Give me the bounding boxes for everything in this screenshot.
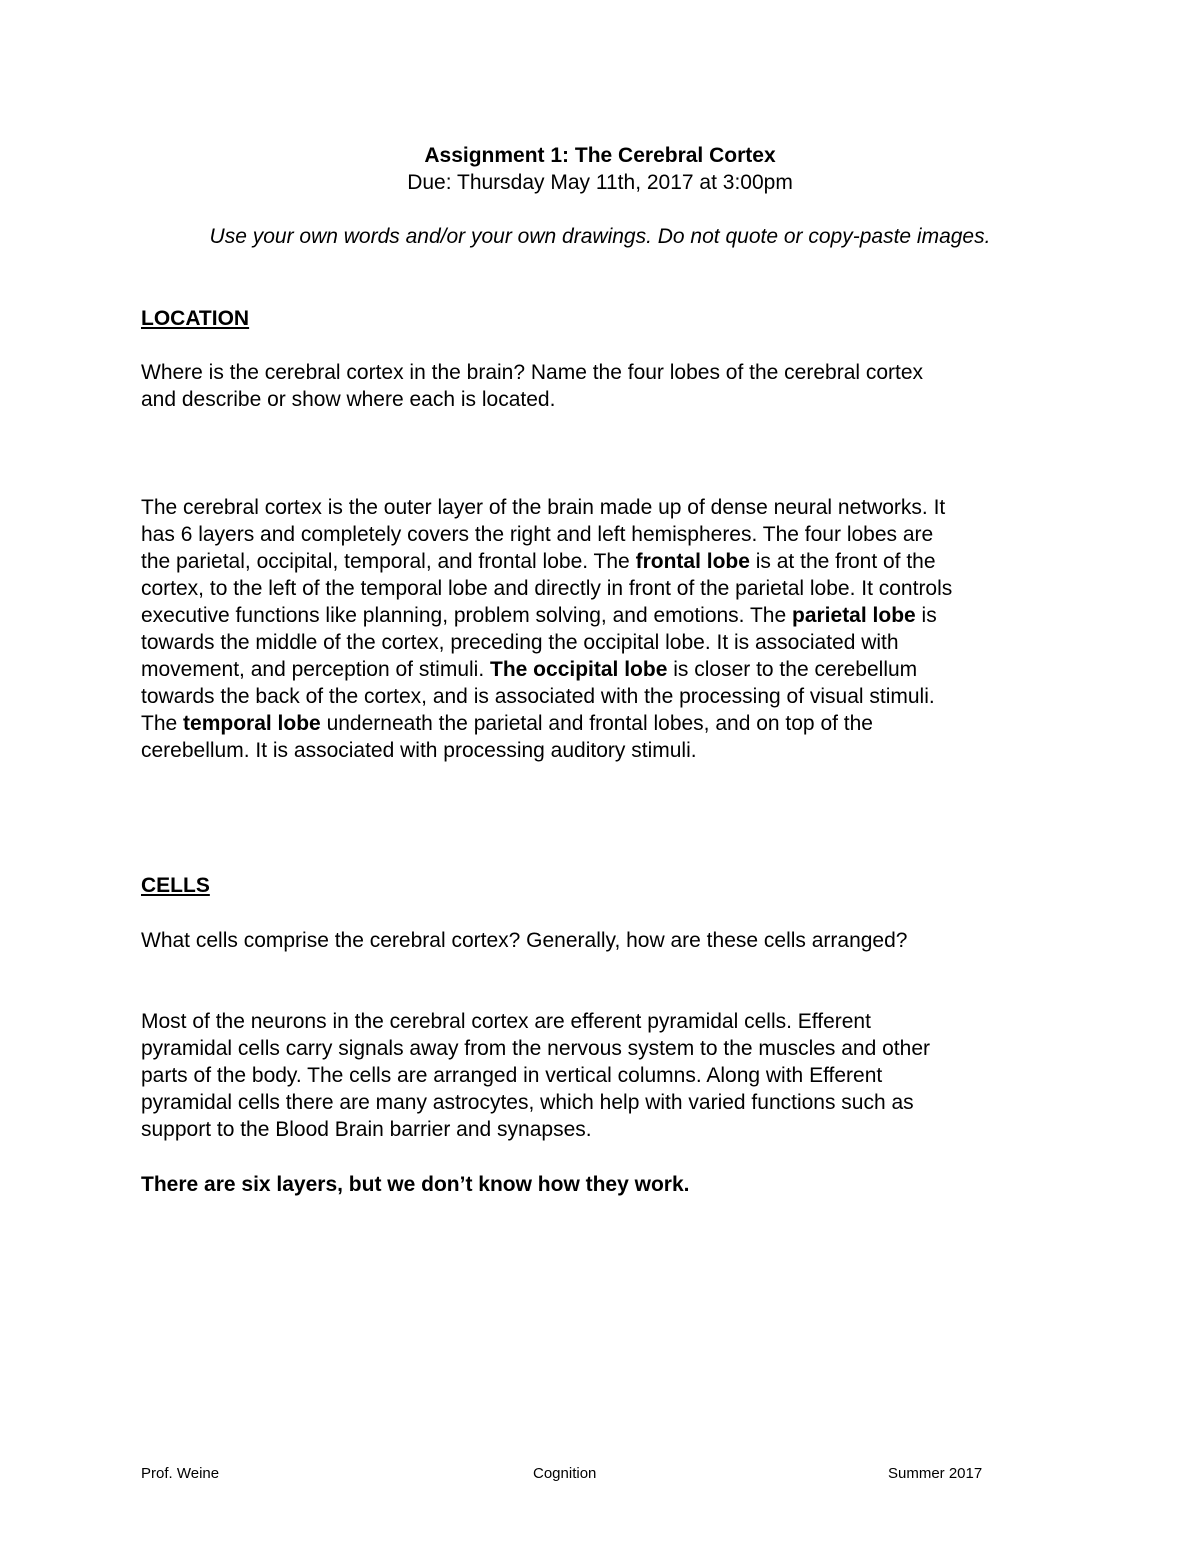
- answer-text: is closer to the cerebellum: [667, 658, 918, 681]
- answer-line: [141, 656, 1081, 683]
- answer-text: The: [141, 712, 184, 735]
- answer-line: pyramidal cells there are many astrocytes, which help with varied functions such as: [141, 1091, 914, 1114]
- answer-line: cerebellum. It is associated with processing auditory stimuli.: [141, 739, 697, 762]
- cells-answer: [141, 1008, 1081, 1143]
- answer-text: movement, and perception of stimuli.: [141, 658, 491, 681]
- location-answer: [141, 494, 1081, 764]
- location-question-line: and describe or show where each is located.: [141, 388, 556, 411]
- footer-professor: Prof. Weine: [141, 1465, 220, 1482]
- answer-text: executive functions like planning, problem solving, and emotions. The: [141, 604, 792, 627]
- answer-line: [141, 602, 1081, 629]
- answer-line: [141, 710, 1081, 737]
- answer-text: is at the front of the: [749, 550, 936, 573]
- answer-text: the parietal, occipital, temporal, and frontal lobe. The: [141, 550, 636, 573]
- location-heading: LOCATION: [141, 307, 250, 330]
- answer-text: is: [915, 604, 937, 627]
- answer-line: Most of the neurons in the cerebral cortex are efferent pyramidal cells. Efferent: [141, 1010, 871, 1033]
- frontal-lobe-term: frontal lobe: [635, 550, 750, 573]
- answer-line: The cerebral cortex is the outer layer of the brain made up of dense neural networks. It: [141, 496, 946, 519]
- answer-line: support to the Blood Brain barrier and synapses.: [141, 1118, 592, 1141]
- footer-course: Cognition: [533, 1465, 597, 1482]
- location-question-line: Where is the cerebral cortex in the brain? Name the four lobes of the cerebral cortex: [141, 361, 924, 384]
- footer-term: Summer 2017: [888, 1465, 983, 1482]
- six-layers-statement: There are six layers, but we don’t know how they work.: [141, 1173, 690, 1196]
- due-date: Due: Thursday May 11th, 2017 at 3:00pm: [407, 171, 793, 194]
- parietal-lobe-term: parietal lobe: [792, 604, 916, 627]
- cells-question: What cells comprise the cerebral cortex? Generally, how are these cells arranged?: [141, 929, 908, 952]
- answer-line: cortex, to the left of the temporal lobe and directly in front of the parietal lobe. It controls: [141, 577, 953, 600]
- temporal-lobe-term: temporal lobe: [183, 712, 321, 735]
- instructions: Use your own words and/or your own drawings. Do not quote or copy-paste images.: [209, 225, 991, 248]
- answer-line: towards the middle of the cortex, preceding the occipital lobe. It is associated with: [141, 631, 899, 654]
- cells-heading: CELLS: [141, 874, 210, 897]
- assignment-title: Assignment 1: The Cerebral Cortex: [424, 144, 776, 167]
- occipital-lobe-term: The occipital lobe: [490, 658, 668, 681]
- answer-line: parts of the body. The cells are arranged in vertical columns. Along with Efferent: [141, 1064, 883, 1087]
- answer-text: underneath the parietal and frontal lobes, and on top of the: [320, 712, 873, 735]
- answer-line: [141, 548, 1081, 575]
- location-question: [141, 359, 1081, 413]
- answer-line: towards the back of the cortex, and is associated with the processing of visual stimuli.: [141, 685, 935, 708]
- answer-line: has 6 layers and completely covers the right and left hemispheres. The four lobes are: [141, 523, 934, 546]
- answer-line: pyramidal cells carry signals away from the nervous system to the muscles and other: [141, 1037, 930, 1060]
